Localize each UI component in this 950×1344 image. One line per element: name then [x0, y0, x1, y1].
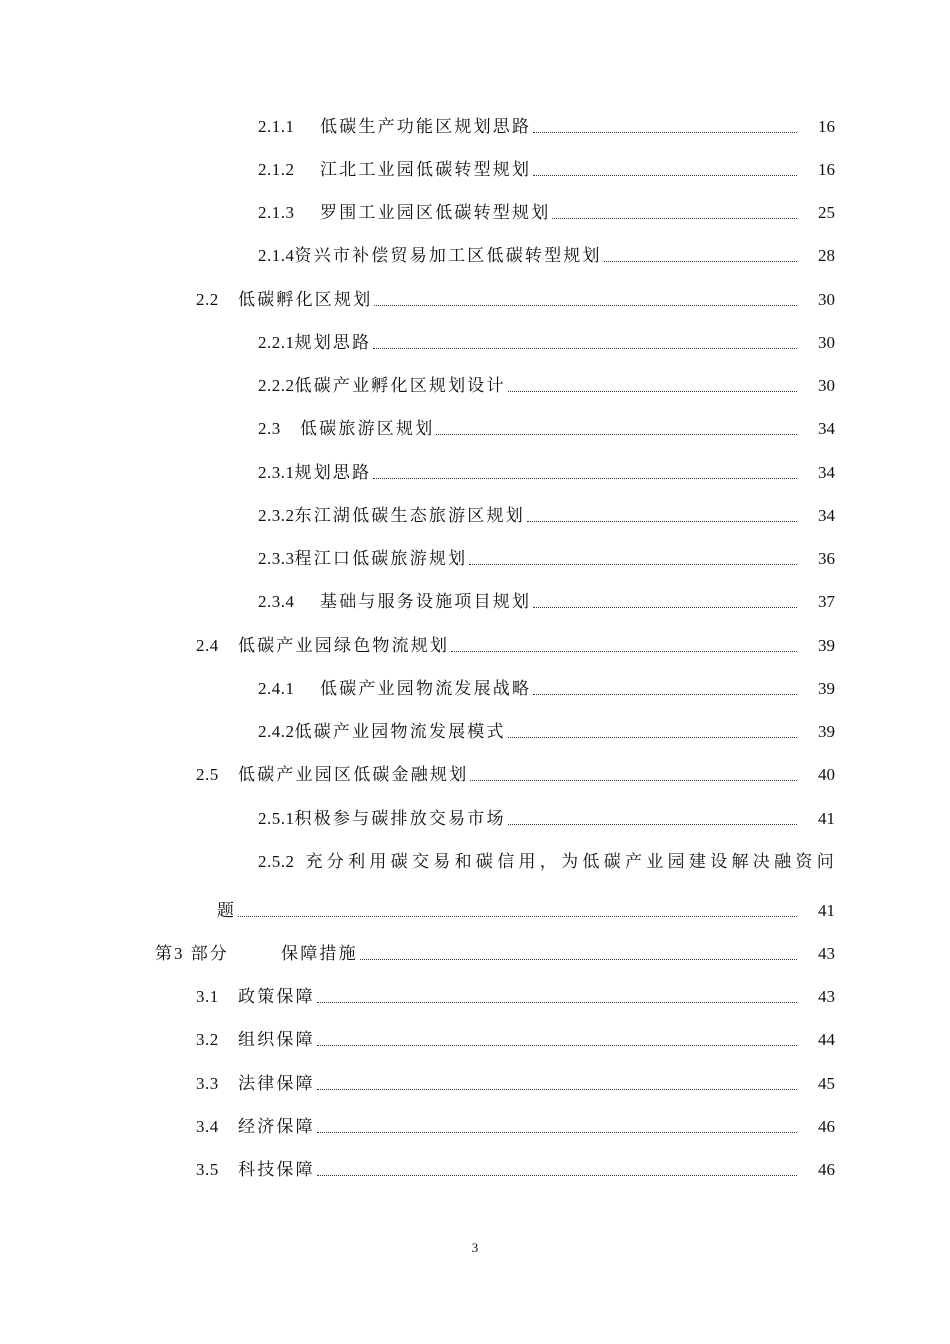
toc-entry-number: 3.5	[196, 1160, 219, 1179]
toc-entry-title: 低碳生产功能区规划思路	[320, 117, 532, 136]
toc-entry-title: 组织保障	[238, 1030, 315, 1049]
toc-entry-title: 规划思路	[294, 463, 372, 482]
toc-entry-page: 34	[818, 463, 835, 482]
toc-entry-page: 39	[818, 679, 835, 698]
toc-entry[interactable]	[258, 417, 835, 441]
toc-entry-page: 46	[818, 1117, 835, 1136]
toc-leader-dots	[604, 261, 797, 262]
toc-leader-dots	[533, 132, 797, 133]
toc-entry[interactable]	[258, 547, 835, 571]
toc-entry-page: 16	[818, 117, 835, 136]
toc-entry-number: 2.1.3	[258, 203, 295, 222]
toc-leader-dots	[373, 478, 797, 479]
toc-entry-title: 低碳产业孵化区规划设计	[294, 376, 506, 395]
toc-entry-page: 25	[818, 203, 835, 222]
toc-entry-number: 2.2	[196, 290, 219, 309]
toc-entry[interactable]	[258, 244, 835, 268]
toc-leader-dots	[533, 607, 797, 608]
toc-entry-title: 低碳产业园区低碳金融规划	[238, 765, 469, 784]
toc-entry-title: 积极参与碳排放交易市场	[294, 809, 506, 828]
toc-entry-wrapped-line1[interactable]	[258, 850, 838, 874]
toc-entry-number: 2.4	[196, 636, 219, 655]
toc-entry-title: 低碳产业园物流发展战略	[320, 679, 532, 698]
toc-entry[interactable]	[258, 590, 835, 614]
toc-entry[interactable]	[258, 504, 835, 528]
toc-entry[interactable]	[258, 720, 835, 744]
toc-entry-page: 30	[818, 333, 835, 352]
toc-leader-dots	[317, 1002, 797, 1003]
toc-entry-number: 3.1	[196, 987, 219, 1006]
toc-leader-dots	[508, 737, 797, 738]
toc-entry-number: 3.2	[196, 1030, 219, 1049]
toc-entry-page: 43	[818, 987, 835, 1006]
toc-part-title: 保障措施	[281, 944, 358, 963]
toc-leader-dots	[374, 305, 797, 306]
toc-entry[interactable]	[196, 1158, 835, 1182]
toc-entry-page: 39	[818, 722, 835, 741]
toc-entry-number: 2.5	[196, 765, 219, 784]
toc-entry-page: 37	[818, 592, 835, 611]
toc-entry-title: 资兴市补偿贸易加工区低碳转型规划	[294, 246, 602, 265]
toc-entry-number: 2.1.2	[258, 160, 295, 179]
toc-part-heading[interactable]	[155, 942, 835, 966]
toc-entry[interactable]	[258, 331, 835, 355]
toc-leader-dots	[373, 348, 797, 349]
toc-entry-page: 30	[818, 376, 835, 395]
toc-entry-title: 低碳产业园物流发展模式	[294, 722, 506, 741]
toc-entry-number: 2.3.3	[258, 549, 295, 568]
toc-entry[interactable]	[196, 1115, 835, 1139]
toc-entry-page: 34	[818, 419, 835, 438]
toc-entry-number: 3.3	[196, 1074, 219, 1093]
toc-entry-title: 基础与服务设施项目规划	[320, 592, 532, 611]
toc-entry[interactable]	[258, 461, 835, 485]
toc-entry-number: 2.1.1	[258, 117, 295, 136]
toc-entry[interactable]	[196, 763, 835, 787]
toc-entry-page: 39	[818, 636, 835, 655]
toc-leader-dots	[360, 959, 797, 960]
toc-leader-dots	[317, 1045, 797, 1046]
toc-entry-number: 2.3	[258, 419, 281, 438]
toc-entry-page: 34	[818, 506, 835, 525]
toc-entry-page: 36	[818, 549, 835, 568]
toc-entry-number: 2.1.4	[258, 246, 295, 265]
toc-entry[interactable]	[258, 677, 835, 701]
toc-entry-title: 经济保障	[238, 1117, 315, 1136]
toc-entry-title: 程江口低碳旅游规划	[294, 549, 468, 568]
toc-entry-title-continued: 题	[217, 901, 237, 920]
toc-leader-dots	[436, 434, 797, 435]
toc-entry-title: 江北工业园低碳转型规划	[320, 160, 532, 179]
toc-entry-number: 2.3.2	[258, 506, 295, 525]
toc-entry-wrapped-line2[interactable]	[217, 899, 835, 923]
toc-entry-page: 41	[818, 901, 835, 920]
toc-leader-dots	[451, 651, 797, 652]
toc-entry[interactable]	[258, 201, 835, 225]
toc-entry-number: 2.4.1	[258, 679, 295, 698]
toc-entry-number: 2.2.2	[258, 376, 295, 395]
toc-entry-title: 法律保障	[238, 1074, 315, 1093]
toc-leader-dots	[508, 391, 797, 392]
toc-entry-title: 政策保障	[238, 987, 315, 1006]
toc-leader-dots	[533, 175, 797, 176]
toc-entry-title: 低碳孵化区规划	[238, 290, 373, 309]
toc-leader-dots	[527, 521, 797, 522]
toc-entry-title: 科技保障	[238, 1160, 315, 1179]
toc-entry-number: 2.2.1	[258, 333, 295, 352]
toc-entry-title: 罗围工业园区低碳转型规划	[320, 203, 551, 222]
toc-entry-title: 东江湖低碳生态旅游区规划	[294, 506, 525, 525]
toc-entry-page: 30	[818, 290, 835, 309]
toc-entry[interactable]	[258, 807, 835, 831]
toc-entry-page: 28	[818, 246, 835, 265]
toc-entry-number: 2.4.2	[258, 722, 295, 741]
toc-entry-number: 2.3.4	[258, 592, 295, 611]
toc-entry[interactable]	[196, 1028, 835, 1052]
toc-entry-page: 43	[818, 944, 835, 963]
toc-entry-number: 2.5.1	[258, 809, 295, 828]
toc-entry-page: 45	[818, 1074, 835, 1093]
toc-entry-number: 2.3.1	[258, 463, 295, 482]
toc-entry-page: 40	[818, 765, 835, 784]
toc-entry[interactable]	[196, 985, 835, 1009]
toc-entry-number: 2.5.2	[258, 852, 295, 871]
toc-leader-dots	[469, 564, 797, 565]
toc-entry-title: 低碳旅游区规划	[300, 419, 435, 438]
page-number: 3	[471, 1240, 479, 1255]
toc-part-number: 第3 部分	[155, 944, 229, 963]
toc-entry-page: 16	[818, 160, 835, 179]
toc-entry-page: 44	[818, 1030, 835, 1049]
toc-leader-dots	[470, 780, 797, 781]
toc-leader-dots	[317, 1175, 797, 1176]
toc-leader-dots	[533, 694, 797, 695]
toc-entry-title: 规划思路	[294, 333, 372, 352]
toc-leader-dots	[317, 1089, 797, 1090]
toc-leader-dots	[317, 1132, 797, 1133]
toc-entry-page: 41	[818, 809, 835, 828]
toc-entry[interactable]	[196, 634, 835, 658]
toc-entry[interactable]	[258, 158, 835, 182]
toc-entry[interactable]	[196, 288, 835, 312]
toc-leader-dots	[238, 916, 797, 917]
toc-entry[interactable]	[196, 1072, 835, 1096]
toc-entry-title: 充分利用碳交易和碳信用，为低碳产业园建设解决融资问	[305, 852, 838, 871]
toc-entry-page: 46	[818, 1160, 835, 1179]
toc-entry[interactable]	[258, 115, 835, 139]
toc-entry-number: 3.4	[196, 1117, 219, 1136]
toc-leader-dots	[552, 218, 797, 219]
toc-entry-title: 低碳产业园绿色物流规划	[238, 636, 450, 655]
toc-entry[interactable]	[258, 374, 835, 398]
toc-leader-dots	[508, 824, 797, 825]
